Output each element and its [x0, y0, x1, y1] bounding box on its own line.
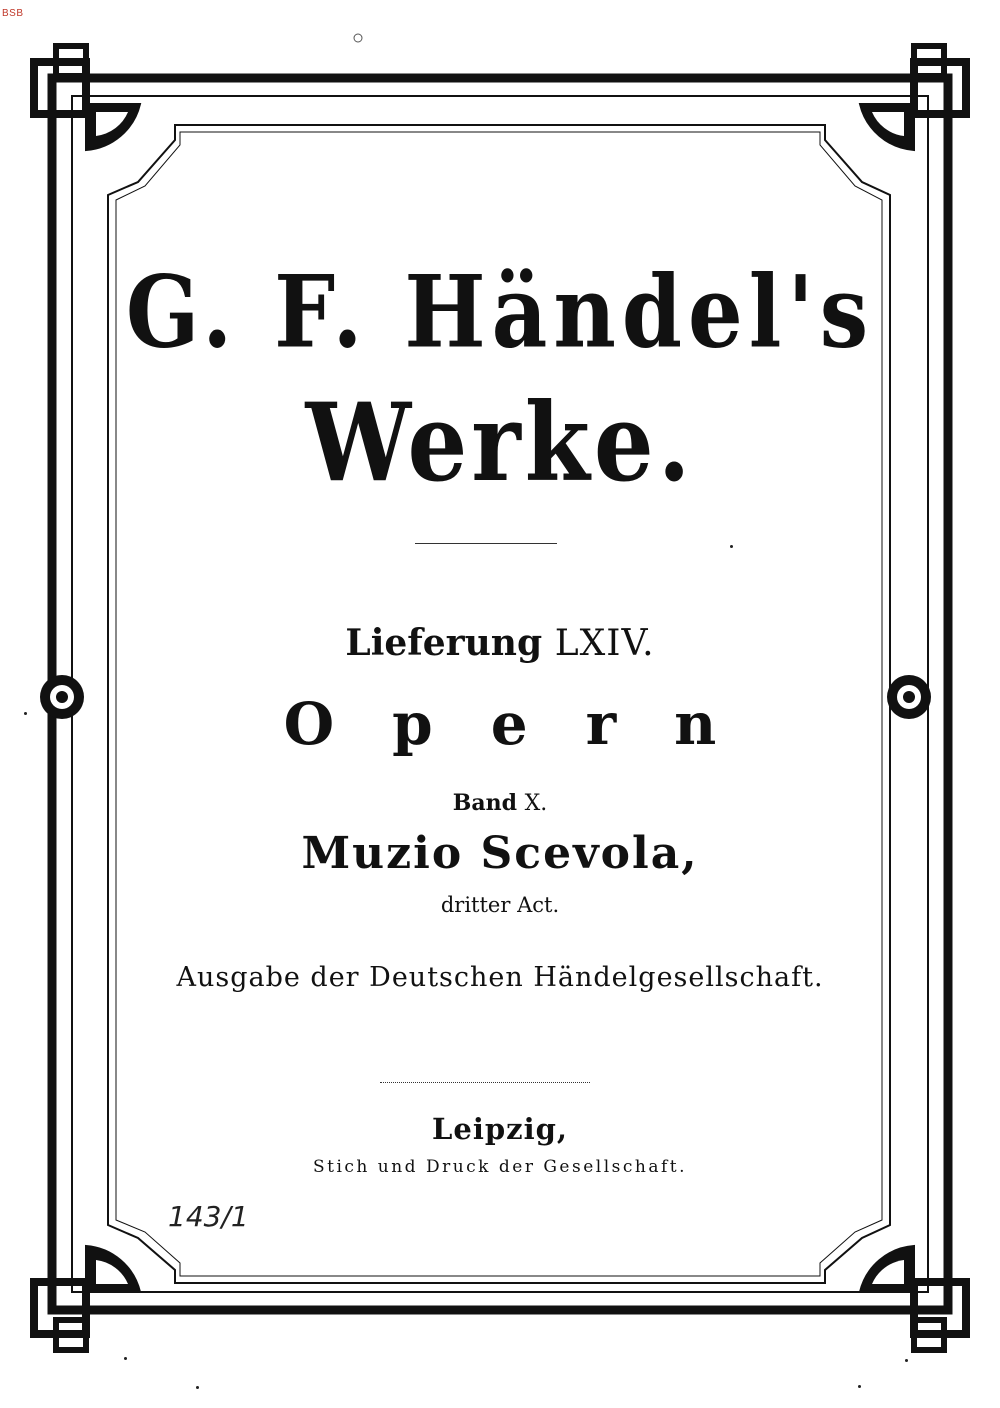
band-line [0, 790, 1000, 816]
imprint-line: Stich und Druck der Gesellschaft. [312, 1157, 688, 1177]
speck [124, 1357, 127, 1360]
band-number: X. [524, 791, 548, 816]
library-stamp: BSB [2, 8, 24, 19]
divider-1 [415, 543, 557, 544]
work-title: Muzio Scevola, [301, 828, 699, 879]
title-line-2: Werke. [305, 379, 695, 507]
divider-2 [380, 1082, 590, 1083]
title-line-1: G. F. Händel's [125, 254, 875, 371]
handwritten-shelfmark: 143/1 [168, 1200, 249, 1233]
speck [730, 545, 733, 548]
genre-heading: Opern [283, 690, 775, 758]
lieferung-label: Lieferung [345, 622, 543, 664]
lieferung-line [0, 622, 1000, 664]
act-label: dritter Act. [440, 893, 560, 917]
speck [905, 1359, 908, 1362]
lieferung-number: LXIV. [554, 623, 655, 664]
speck [24, 712, 27, 715]
publication-city: Leipzig, [432, 1112, 568, 1146]
edition-line: Ausgabe der Deutschen Händelgesellschaft. [176, 962, 824, 993]
speck [196, 1386, 199, 1389]
speck [858, 1385, 861, 1388]
band-label: Band [452, 790, 517, 816]
